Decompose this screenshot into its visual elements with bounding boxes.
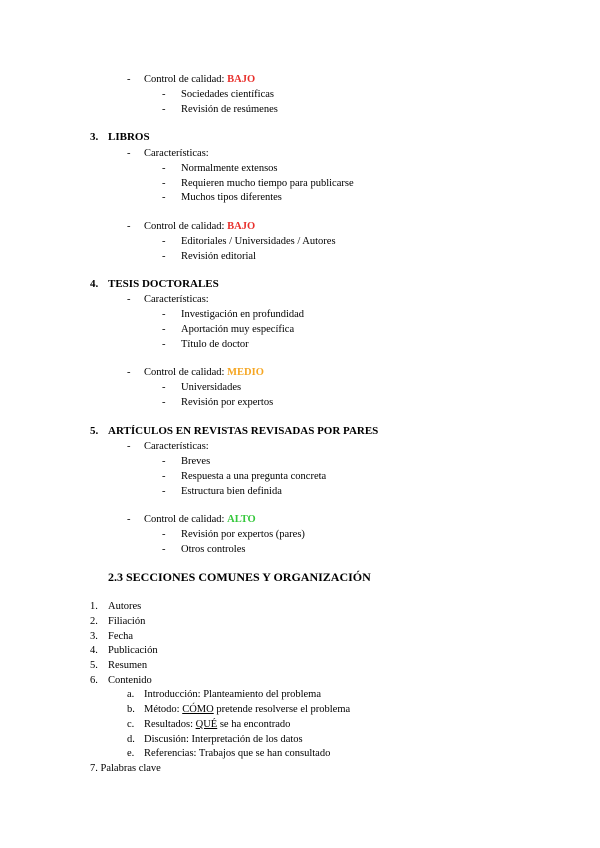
list-item: Normalmente extensos — [181, 163, 278, 174]
dash-marker: - — [162, 382, 166, 393]
list-item: Sociedades científicas — [181, 89, 275, 100]
list-number: 5. — [90, 660, 98, 671]
dash-marker: - — [127, 221, 131, 232]
list-item-keywords: 7. Palabras clave — [90, 763, 161, 774]
section-number: 4. — [90, 278, 99, 290]
sub-list-marker: b. — [127, 704, 135, 715]
underlined-keyword: CÓMO — [182, 704, 214, 715]
dash-marker: - — [162, 236, 166, 247]
dash-marker: - — [127, 74, 131, 85]
quality-control-line — [144, 366, 264, 379]
sub-list-item — [144, 703, 350, 716]
dash-marker: - — [162, 471, 166, 482]
dash-marker: - — [162, 89, 166, 100]
quality-label: Control de calidad: — [144, 367, 225, 378]
quality-control-line — [144, 513, 256, 526]
sub-list-item: Referencias: Trabajos que se han consultado — [144, 748, 331, 759]
list-item: Editoriales / Universidades / Autores — [181, 236, 336, 247]
section-number: 5. — [90, 425, 99, 437]
dash-marker: - — [162, 104, 166, 115]
sub-list-marker: a. — [127, 689, 135, 700]
list-item: Contenido — [108, 675, 152, 686]
characteristics-label: Características: — [144, 294, 209, 305]
list-item: Respuesta a una pregunta concreta — [181, 471, 327, 482]
dash-marker: - — [127, 367, 131, 378]
list-number: 3. — [90, 631, 98, 642]
list-item: Título de doctor — [181, 339, 249, 350]
sub-list-item — [144, 718, 290, 731]
dash-marker: - — [127, 514, 131, 525]
list-item: Breves — [181, 456, 211, 467]
sub-item-prefix: Resultados: — [144, 719, 196, 730]
list-item: Estructura bien definida — [181, 486, 282, 497]
sub-item-suffix: pretende resolverse el problema — [213, 704, 351, 715]
list-item: Publicación — [108, 645, 158, 656]
list-item: Resumen — [108, 660, 148, 671]
list-number: 1. — [90, 601, 98, 612]
dash-marker: - — [162, 486, 166, 497]
dash-marker: - — [127, 441, 131, 452]
list-item: Otros controles — [181, 544, 246, 555]
quality-label: Control de calidad: — [144, 514, 225, 525]
dash-marker: - — [127, 148, 131, 159]
quality-label: Control de calidad: — [144, 74, 225, 85]
sub-item-prefix: Método: — [144, 704, 183, 715]
sub-item-suffix: se ha encontrado — [217, 719, 291, 730]
list-number: 6. — [90, 675, 98, 686]
list-item: Revisión de resúmenes — [181, 104, 278, 115]
section-title: ARTÍCULOS EN REVISTAS REVISADAS POR PARES — [108, 425, 379, 437]
sub-list-item: Discusión: Interpretación de los datos — [144, 734, 303, 745]
dash-marker: - — [162, 529, 166, 540]
dash-marker: - — [162, 251, 166, 262]
list-item: Revisión por expertos (pares) — [181, 529, 305, 540]
dash-marker: - — [162, 324, 166, 335]
list-item: Aportación muy específica — [181, 324, 295, 335]
list-number: 2. — [90, 616, 98, 627]
dash-marker: - — [162, 192, 166, 203]
list-item: Universidades — [181, 382, 242, 393]
dash-marker: - — [162, 339, 166, 350]
quality-control-line — [144, 220, 255, 233]
section-title: LIBROS — [108, 131, 150, 143]
section-title: TESIS DOCTORALES — [108, 278, 219, 290]
list-item: Requieren mucho tiempo para publicarse — [181, 178, 354, 189]
quality-level-badge: MEDIO — [227, 367, 264, 378]
list-item: Autores — [108, 601, 142, 612]
subsection-title: 2.3 SECCIONES COMUNES Y ORGANIZACIÓN — [108, 570, 371, 584]
section-number: 3. — [90, 131, 99, 143]
list-item: Revisión editorial — [181, 251, 256, 262]
dash-marker: - — [127, 294, 131, 305]
sub-list-marker: c. — [127, 719, 135, 730]
list-number: 4. — [90, 645, 98, 656]
dash-marker: - — [162, 397, 166, 408]
sub-list-marker: d. — [127, 734, 135, 745]
quality-control-line — [144, 73, 255, 86]
quality-level-badge: BAJO — [227, 221, 256, 232]
list-item: Filiación — [108, 616, 146, 627]
sub-list-marker: e. — [127, 748, 135, 759]
quality-level-badge: ALTO — [227, 514, 256, 525]
list-item: Revisión por expertos — [181, 397, 274, 408]
dash-marker: - — [162, 178, 166, 189]
list-item: Fecha — [108, 631, 134, 642]
characteristics-label: Características: — [144, 148, 209, 159]
underlined-keyword: QUÉ — [195, 719, 218, 730]
dash-marker: - — [162, 456, 166, 467]
list-item: Investigación en profundidad — [181, 309, 305, 320]
dash-marker: - — [162, 309, 166, 320]
dash-marker: - — [162, 163, 166, 174]
quality-level-badge: BAJO — [227, 74, 256, 85]
dash-marker: - — [162, 544, 166, 555]
list-item: Muchos tipos diferentes — [181, 192, 282, 203]
sub-list-item: Introducción: Planteamiento del problema — [144, 689, 321, 700]
quality-label: Control de calidad: — [144, 221, 225, 232]
characteristics-label: Características: — [144, 441, 209, 452]
